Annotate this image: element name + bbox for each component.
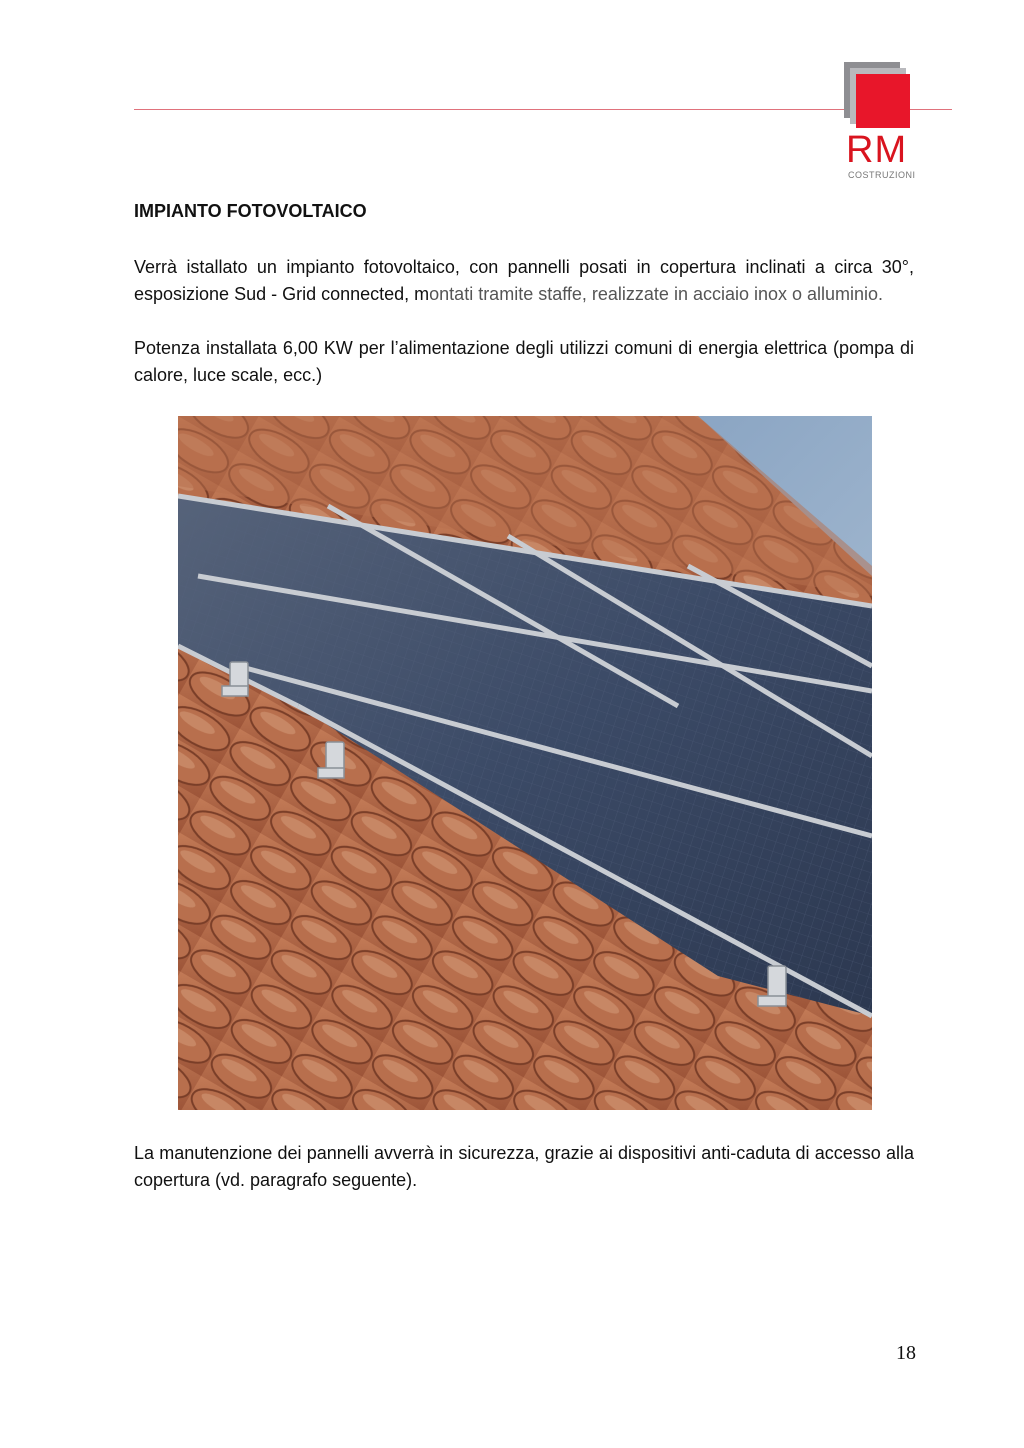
logo-text: RM: [846, 129, 908, 171]
paragraph-installation-gray: ontati tramite staffe, realizzate in acciaio inox o alluminio.: [429, 284, 884, 304]
header-rule: [134, 109, 952, 110]
paragraph-installation: [134, 254, 914, 308]
section-title: IMPIANTO FOTOVOLTAICO: [134, 201, 367, 221]
paragraph-maintenance: La manutenzione dei pannelli avverrà in sicurezza, grazie ai dispositivi anti-caduta di accesso alla copertura (vd. paragrafo seguente).: [134, 1143, 914, 1190]
logo-subtext: COSTRUZIONI: [848, 170, 916, 180]
paragraph-power: Potenza installata 6,00 KW per l’alimentazione degli utilizzi comuni di energia elettrica (pompa di calore, luce scale, ecc.): [134, 338, 914, 385]
logo-square-front: [856, 74, 910, 128]
paragraph-installation-dark: Verrà istallato un impianto fotovoltaico, con pannelli posati in copertura inclinati a circa 30°, esposizione Sud - Grid connected, m: [134, 257, 914, 304]
page-number: 18: [896, 1342, 916, 1364]
solar-roof-photo: [178, 416, 872, 1110]
company-logo: [840, 58, 920, 183]
